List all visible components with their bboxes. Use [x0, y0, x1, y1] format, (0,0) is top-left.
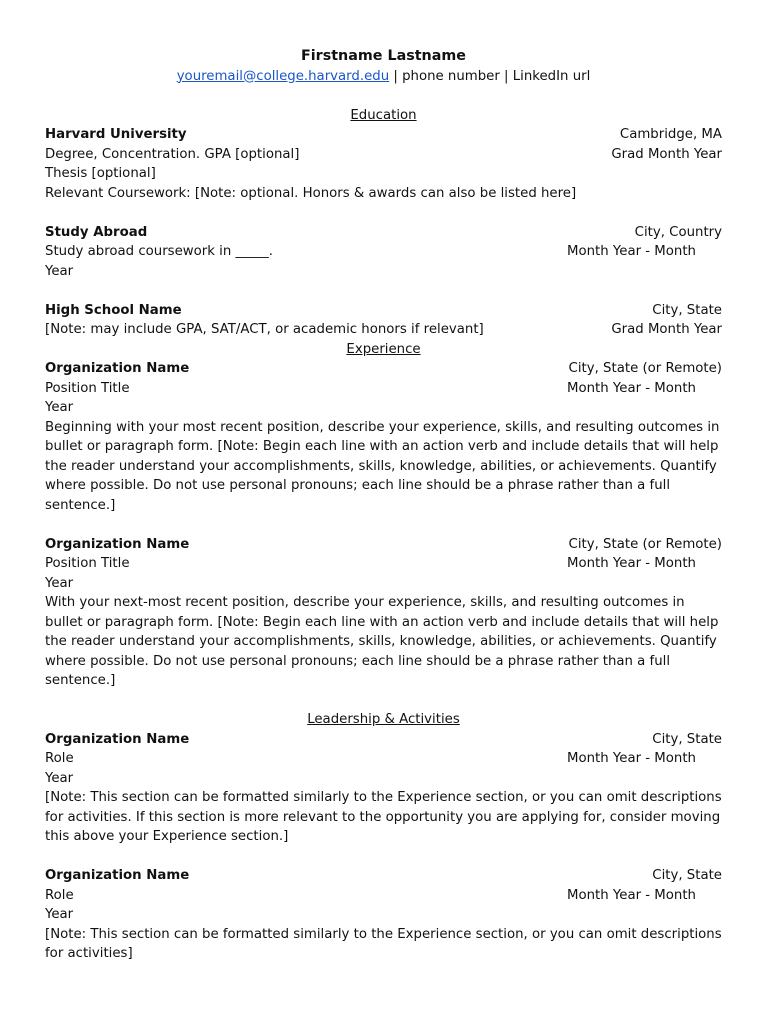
position-description: With your next-most recent position, describe your experience, skills, and resulting outcomes in bullet or paragraph form. [Note: Begin each line with an action verb and include details that will help the reader understand your accomplishments, skills, knowledge, abilities, or achievements. Quantify where possible. Do not use personal pronouns; each line should be a phrase rather than a full sentence.]: [45, 595, 719, 688]
harvard-degree-row: [45, 145, 722, 165]
highschool-location: City, State: [652, 302, 722, 318]
abroad-coursework: Study abroad coursework in _____.: [45, 244, 274, 259]
highschool-note: [Note: may include GPA, SAT/ACT, or academic honors if relevant]: [45, 322, 484, 337]
position-year: Year: [45, 400, 74, 415]
position-title: Position Title: [45, 380, 130, 396]
highschool-row: [45, 301, 722, 321]
education-heading: Education: [350, 107, 417, 123]
grad-date: Grad Month Year: [611, 146, 722, 162]
org-location: City, State: [652, 868, 722, 883]
abroad-row: [45, 223, 722, 243]
role-description: [Note: This section can be formatted similarly to the Experience section, or you can omit descriptions for activities]: [45, 926, 722, 961]
experience-title-row: [45, 554, 722, 574]
position-year: Year: [45, 575, 74, 591]
harvard-row: [45, 125, 722, 145]
role-year: Year: [45, 907, 74, 922]
position-description: Beginning with your most recent position, describe your experience, skills, and resulting outcomes in bullet or paragraph form. [Note: Begin each line with an action verb and include details that will help the reader understand your accomplishments, skills, knowledge, abilities, or achievements. Quantify where possible. Do not use personal pronouns; each line should be a phrase rather than a full sentence.]: [45, 419, 720, 513]
position-dates: Month Year - Month: [567, 380, 696, 396]
contact-details: | phone number | LinkedIn url: [389, 68, 591, 84]
school-location: Cambridge, MA: [619, 127, 722, 142]
experience-org-row: [45, 359, 722, 379]
highschool-name: High School Name: [45, 302, 182, 318]
highschool-note-row: [45, 320, 722, 340]
org-name: Organization Name: [45, 868, 190, 883]
leadership-org-row: [45, 730, 722, 750]
experience-heading: Experience: [346, 341, 421, 357]
org-location: City, State: [652, 731, 722, 747]
org-location: City, State (or Remote): [568, 536, 722, 552]
experience-title-row: [45, 379, 722, 399]
thesis-text: Thesis [optional]: [45, 166, 156, 181]
resume-page: [45, 47, 722, 964]
contact-line: [45, 67, 722, 87]
role-description: [Note: This section can be formatted similarly to the Experience section, or you can omit descriptions for activities. If this section is more relevant to the opportunity you are applying for, consider moving this above your Experience section.]: [45, 790, 722, 844]
leadership-heading: Leadership & Activities: [307, 712, 460, 727]
org-name: Organization Name: [45, 361, 190, 376]
role-title: Role: [45, 887, 74, 903]
leadership-org-row: [45, 866, 722, 886]
abroad-coursework-row: [45, 242, 722, 262]
candidate-name: Firstname Lastname: [301, 48, 466, 64]
highschool-grad: Grad Month Year: [611, 322, 722, 337]
role-dates: Month Year - Month: [567, 887, 696, 903]
position-title: Position Title: [45, 556, 130, 571]
coursework-text: Relevant Coursework: [Note: optional. Honors & awards can also be listed here]: [45, 185, 577, 201]
org-name: Organization Name: [45, 731, 190, 747]
leadership-role-row: [45, 886, 722, 906]
degree-text: Degree, Concentration. GPA [optional]: [45, 146, 300, 162]
abroad-name: Study Abroad: [45, 224, 148, 240]
abroad-dates: Month Year - Month: [567, 244, 696, 259]
org-name: Organization Name: [45, 536, 190, 552]
abroad-location: City, Country: [634, 224, 722, 240]
role-dates: Month Year - Month: [567, 751, 696, 766]
school-name: Harvard University: [45, 127, 187, 142]
email-link[interactable]: youremail@college.harvard.edu: [176, 68, 390, 84]
role-title: Role: [45, 751, 74, 766]
abroad-year: Year: [45, 263, 74, 279]
position-dates: Month Year - Month: [567, 556, 696, 571]
org-location: City, State (or Remote): [568, 361, 722, 376]
role-year: Year: [45, 770, 74, 786]
experience-org-row: [45, 535, 722, 555]
leadership-role-row: [45, 749, 722, 769]
